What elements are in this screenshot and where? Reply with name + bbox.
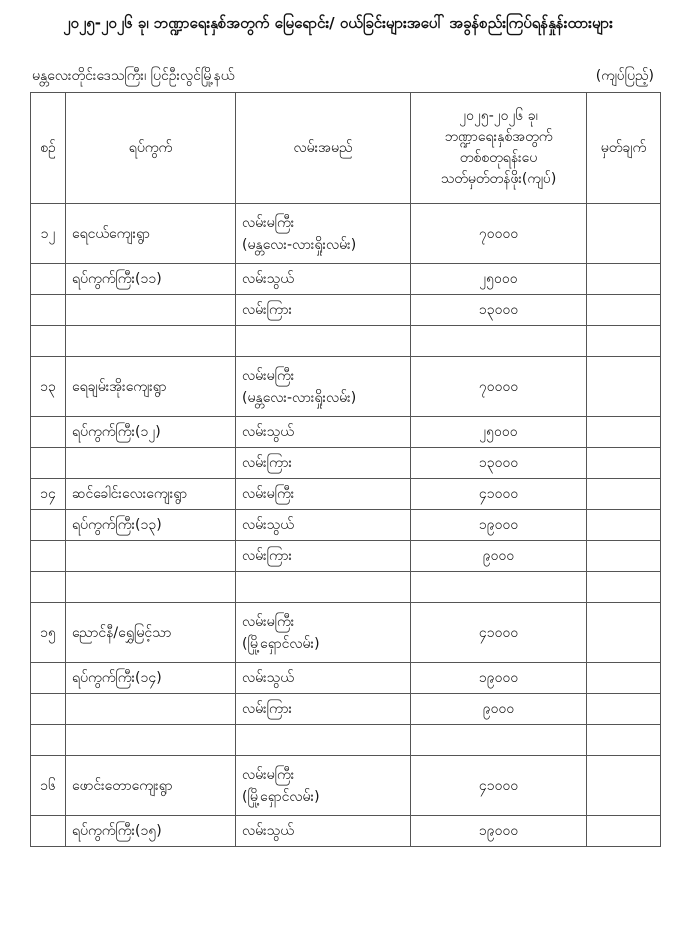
cell-quarter bbox=[66, 295, 236, 326]
cell-no bbox=[31, 663, 66, 694]
table-row bbox=[31, 541, 661, 572]
table-row bbox=[31, 295, 661, 326]
region-label: မန္တလေးတိုင်းဒေသကြီး၊ ပြင်ဦးလွင်မြို့နယ် bbox=[32, 68, 235, 84]
cell-no bbox=[31, 510, 66, 541]
table-body bbox=[31, 204, 661, 847]
cell-rate: ၁၃၀၀၀ bbox=[411, 295, 587, 326]
table-row bbox=[31, 204, 661, 264]
header-rate-line: ၂၀၂၅-၂၀၂၆ ခု၊ bbox=[459, 108, 538, 124]
cell-rate: ၁၉၀၀၀ bbox=[411, 816, 587, 847]
cell-road bbox=[236, 572, 411, 603]
cell-no: ၁၅ bbox=[31, 603, 66, 663]
cell-rate bbox=[411, 572, 587, 603]
cell-remarks bbox=[587, 295, 661, 326]
header-road: လမ်းအမည် bbox=[236, 93, 411, 204]
cell-road bbox=[236, 663, 411, 694]
cell-remarks bbox=[587, 725, 661, 756]
road-line: (မြို့ရှောင်လမ်း) bbox=[242, 788, 320, 805]
cell-road bbox=[236, 295, 411, 326]
header-no: စဉ် bbox=[31, 93, 66, 204]
cell-remarks bbox=[587, 541, 661, 572]
cell-rate: ၁၃၀၀၀ bbox=[411, 448, 587, 479]
unit-label: (ကျပ်ပြည့်) bbox=[595, 68, 654, 84]
cell-quarter bbox=[66, 448, 236, 479]
road-line: လမ်းသွယ် bbox=[242, 516, 294, 533]
road-line: လမ်းမကြီး bbox=[242, 214, 295, 231]
cell-no: ၁၆ bbox=[31, 756, 66, 816]
cell-no bbox=[31, 295, 66, 326]
cell-no bbox=[31, 725, 66, 756]
cell-no bbox=[31, 694, 66, 725]
cell-no bbox=[31, 572, 66, 603]
cell-no: ၁၄ bbox=[31, 479, 66, 510]
cell-road bbox=[236, 479, 411, 510]
cell-no bbox=[31, 326, 66, 357]
cell-rate: ၁၉၀၀၀ bbox=[411, 510, 587, 541]
table-header-row bbox=[31, 93, 661, 204]
cell-rate: ၇၀၀၀၀ bbox=[411, 204, 587, 264]
cell-remarks bbox=[587, 572, 661, 603]
road-line: လမ်းမကြီး bbox=[242, 766, 295, 783]
cell-road bbox=[236, 510, 411, 541]
cell-no: ၁၂ bbox=[31, 204, 66, 264]
cell-rate: ၂၅၀၀၀ bbox=[411, 264, 587, 295]
cell-road bbox=[236, 448, 411, 479]
cell-quarter: ဖောင်းတောကျေးရွာ bbox=[66, 756, 236, 816]
cell-rate: ၂၅၀၀၀ bbox=[411, 417, 587, 448]
cell-quarter: ရေငယ်ကျေးရွာ bbox=[66, 204, 236, 264]
header-rate-line: ဘဏ္ဍာရေးနှစ်အတွက် bbox=[444, 129, 553, 145]
cell-road bbox=[236, 725, 411, 756]
road-line: လမ်းမကြီး bbox=[242, 485, 295, 502]
road-line: (မြို့ရှောင်လမ်း) bbox=[242, 635, 320, 652]
cell-remarks bbox=[587, 204, 661, 264]
road-line: (မန္တလေး-လားရှိုးလမ်း) bbox=[242, 236, 357, 253]
table-row bbox=[31, 479, 661, 510]
cell-remarks bbox=[587, 479, 661, 510]
cell-quarter: ရပ်ကွက်ကြီး(၁၂) bbox=[66, 417, 236, 448]
cell-rate: ၉၀၀၀ bbox=[411, 694, 587, 725]
cell-road bbox=[236, 326, 411, 357]
header-rate bbox=[411, 93, 587, 204]
cell-no bbox=[31, 816, 66, 847]
table-row bbox=[31, 603, 661, 663]
table-row bbox=[31, 326, 661, 357]
cell-quarter bbox=[66, 326, 236, 357]
cell-road bbox=[236, 204, 411, 264]
rates-table bbox=[30, 92, 661, 847]
road-line: လမ်းသွယ် bbox=[242, 669, 294, 686]
table-row bbox=[31, 417, 661, 448]
cell-quarter bbox=[66, 694, 236, 725]
road-line: လမ်းမကြီး bbox=[242, 367, 295, 384]
cell-remarks bbox=[587, 816, 661, 847]
cell-remarks bbox=[587, 448, 661, 479]
cell-rate bbox=[411, 326, 587, 357]
cell-no: ၁၃ bbox=[31, 357, 66, 417]
cell-remarks bbox=[587, 417, 661, 448]
header-quarter: ရပ်ကွက် bbox=[66, 93, 236, 204]
cell-rate: ၄၁၀၀၀ bbox=[411, 603, 587, 663]
header-remarks: မှတ်ချက် bbox=[587, 93, 661, 204]
cell-remarks bbox=[587, 756, 661, 816]
cell-no bbox=[31, 417, 66, 448]
cell-quarter bbox=[66, 541, 236, 572]
cell-rate: ၄၁၀၀၀ bbox=[411, 756, 587, 816]
road-line: လမ်းသွယ် bbox=[242, 822, 294, 839]
cell-no bbox=[31, 541, 66, 572]
table-row bbox=[31, 816, 661, 847]
table-row bbox=[31, 725, 661, 756]
cell-quarter bbox=[66, 572, 236, 603]
table-row bbox=[31, 663, 661, 694]
cell-rate: ၄၁၀၀၀ bbox=[411, 479, 587, 510]
cell-remarks bbox=[587, 264, 661, 295]
cell-quarter: ရပ်ကွက်ကြီး(၁၃) bbox=[66, 510, 236, 541]
cell-road bbox=[236, 417, 411, 448]
road-line: လမ်းကြား bbox=[242, 547, 293, 564]
cell-quarter bbox=[66, 725, 236, 756]
road-line: လမ်းကြား bbox=[242, 301, 293, 318]
table-row bbox=[31, 264, 661, 295]
cell-rate bbox=[411, 725, 587, 756]
cell-road bbox=[236, 603, 411, 663]
road-line: လမ်းမကြီး bbox=[242, 613, 295, 630]
cell-road bbox=[236, 357, 411, 417]
cell-quarter: ဆင်ခေါင်းလေးကျေးရွာ bbox=[66, 479, 236, 510]
cell-remarks bbox=[587, 694, 661, 725]
cell-quarter: ရပ်ကွက်ကြီး(၁၁) bbox=[66, 264, 236, 295]
table-row bbox=[31, 357, 661, 417]
cell-quarter: ရေချမ်းအိုးကျေးရွာ bbox=[66, 357, 236, 417]
road-line: လမ်းသွယ် bbox=[242, 270, 294, 287]
cell-rate: ၇၀၀၀၀ bbox=[411, 357, 587, 417]
cell-remarks bbox=[587, 603, 661, 663]
road-line: လမ်းကြား bbox=[242, 700, 293, 717]
cell-road bbox=[236, 756, 411, 816]
cell-rate: ၉၀၀၀ bbox=[411, 541, 587, 572]
road-line: (မန္တလေး-လားရှိုးလမ်း) bbox=[242, 389, 357, 406]
cell-quarter: ရပ်ကွက်ကြီး(၁၅) bbox=[66, 816, 236, 847]
header-rate-line: သတ်မှတ်တန်ဖိုး(ကျပ်) bbox=[440, 171, 557, 187]
document-title: ၂၀၂၅-၂၀၂၆ ခု၊ ဘဏ္ဍာရေးနှစ်အတွက် မြေရောင်း/ ဝယ်ခြင်းများအပေါ် အခွန်စည်းကြပ်ရန်နှုန်းထားများ bbox=[63, 14, 613, 32]
cell-remarks bbox=[587, 326, 661, 357]
cell-quarter: ညောင်နီ/ရွှေမြင့်သာ bbox=[66, 603, 236, 663]
cell-remarks bbox=[587, 663, 661, 694]
road-line: လမ်းသွယ် bbox=[242, 423, 294, 440]
cell-road bbox=[236, 541, 411, 572]
cell-no bbox=[31, 264, 66, 295]
road-line: လမ်းကြား bbox=[242, 454, 293, 471]
cell-road bbox=[236, 816, 411, 847]
cell-remarks bbox=[587, 510, 661, 541]
header-rate-line: တစ်စတုရန်းပေ bbox=[459, 150, 538, 166]
table-row bbox=[31, 572, 661, 603]
cell-no bbox=[31, 448, 66, 479]
cell-road bbox=[236, 694, 411, 725]
table-row bbox=[31, 694, 661, 725]
cell-rate: ၁၉၀၀၀ bbox=[411, 663, 587, 694]
table-row bbox=[31, 510, 661, 541]
table-row bbox=[31, 756, 661, 816]
cell-remarks bbox=[587, 357, 661, 417]
cell-quarter: ရပ်ကွက်ကြီး(၁၄) bbox=[66, 663, 236, 694]
table-row bbox=[31, 448, 661, 479]
cell-road bbox=[236, 264, 411, 295]
